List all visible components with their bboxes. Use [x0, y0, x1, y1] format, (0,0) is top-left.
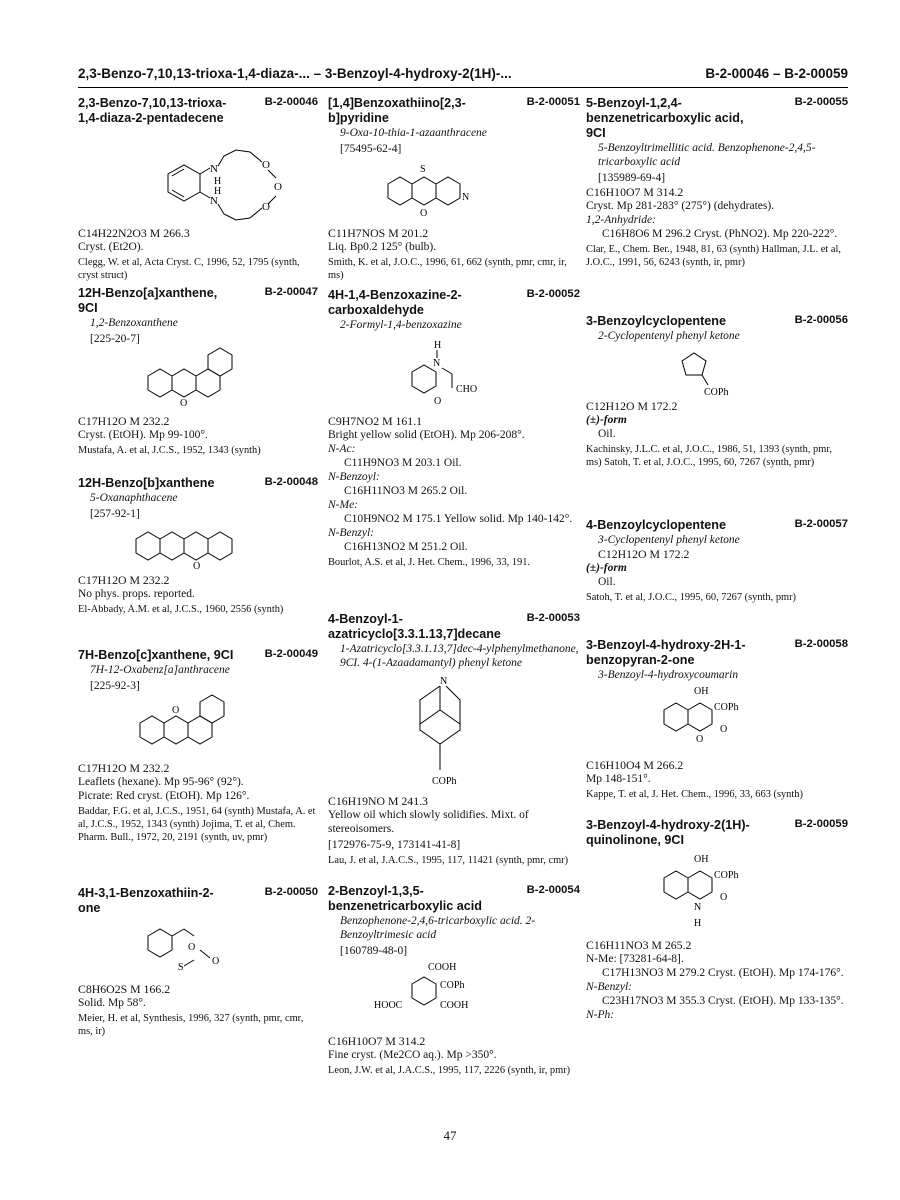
entry-b-2-00046 — [78, 96, 318, 282]
entry-title: 4H-3,1-Benzoxathiin-2-one — [78, 886, 214, 915]
svg-text:COPh: COPh — [440, 980, 465, 991]
reference: Kappe, T. et al, J. Het. Chem., 1996, 33, 663 (synth) — [586, 789, 803, 800]
property-line: No phys. props. reported. — [78, 588, 195, 600]
synonym: Benzophenone-2,4,6-tricarboxylic acid. 2-Benzoyltrimesic acid — [340, 915, 536, 941]
formula-line: C12H12O M 172.2 — [598, 547, 690, 561]
stereo-form: (±)-form — [586, 414, 627, 426]
svg-text:O: O — [720, 724, 728, 735]
svg-text:H: H — [434, 340, 442, 351]
synonym: 1,2-Benzoxanthene — [90, 317, 178, 329]
property-line: Picrate: Red cryst. (EtOH). Mp 126°. — [78, 790, 250, 802]
entry-b-2-00048 — [78, 476, 318, 616]
formula-line: C8H6O2S M 166.2 — [78, 982, 171, 996]
reference: Clar, E., Chem. Ber., 1948, 81, 63 (synth) Hallman, J.L. et al, J.O.C., 1991, 56, 6243 (synth, ir, pmr) — [586, 244, 841, 268]
formula-line: C11H7NOS M 201.2 — [328, 226, 429, 240]
entry-title: 7H-Benzo[c]xanthene, 9CI — [78, 648, 234, 662]
structure-diagram — [78, 521, 318, 573]
svg-text:H: H — [694, 918, 702, 929]
svg-text:COPh: COPh — [704, 387, 729, 398]
formula-line: C17H12O M 232.2 — [78, 761, 170, 775]
running-header-left: 2,3-Benzo-7,10,13-trioxa-1,4-diaza-... – 3-Benzoyl-4-hydroxy-2(1H)-... — [78, 66, 512, 81]
entry-b-2-00055 — [586, 96, 848, 269]
synonym: 2-Formyl-1,4-benzoxazine — [340, 319, 462, 331]
entry-b-2-00059 — [586, 818, 848, 1022]
svg-text:COOH: COOH — [428, 962, 457, 973]
formula-line: C16H10O4 M 266.2 — [586, 758, 684, 772]
svg-text:N: N — [440, 676, 448, 687]
svg-text:COPh: COPh — [432, 776, 457, 787]
derivative-label: 1,2-Anhydride: — [586, 214, 656, 226]
svg-text:HOOC: HOOC — [374, 1000, 403, 1011]
entry-title: 2-Benzoyl-1,3,5-benzenetricarboxylic acid — [328, 884, 482, 913]
property-line: Bright yellow solid (EtOH). Mp 206-208°. — [328, 429, 525, 441]
structure-diagram — [586, 848, 848, 938]
formula-line: C14H22N2O3 M 266.3 — [78, 226, 190, 240]
derivative-label: N-Ac: — [328, 443, 356, 455]
reference: Kachinsky, J.L.C. et al, J.O.C., 1986, 51, 1393 (synth, pmr, ms) Satoh, T. et al, J.O.C., 1995, 60, 7267 (synth, pmr) — [586, 444, 832, 468]
entry-code: B-2-00051 — [526, 96, 580, 108]
running-header-right: B-2-00046 – B-2-00059 — [705, 66, 848, 81]
property-line: Cryst. (Et2O). — [78, 241, 144, 253]
formula-line: C17H12O M 232.2 — [78, 414, 170, 428]
svg-text:N: N — [694, 902, 702, 913]
synonym: 3-Cyclopentenyl phenyl ketone — [598, 534, 740, 546]
derivative-formula: C16H13NO2 M 251.2 Oil. — [344, 541, 468, 553]
svg-text:O: O — [262, 201, 270, 213]
derivative-label: N-Benzyl: — [328, 527, 374, 539]
property-line: Oil. — [598, 576, 616, 588]
formula-line: C12H12O M 172.2 — [586, 399, 678, 413]
property-line: Oil. — [598, 428, 616, 440]
reference: Leon, J.W. et al, J.A.C.S., 1995, 117, 2226 (synth, ir, pmr) — [328, 1065, 571, 1076]
derivative-formula: C16H8O6 M 296.2 Cryst. (PhNO2). Mp 220-222°. — [602, 228, 838, 240]
entry-b-2-00051 — [328, 96, 580, 282]
structure-diagram — [78, 693, 318, 761]
svg-text:O: O — [262, 159, 270, 171]
reference: Smith, K. et al, J.O.C., 1996, 61, 662 (synth, pmr, cmr, ir, ms) — [328, 257, 567, 281]
svg-text:O: O — [696, 734, 704, 745]
cas-number: [160789-48-0] — [340, 945, 408, 957]
property-line: Fine cryst. (Me2CO aq.). Mp >350°. — [328, 1049, 497, 1061]
svg-text:S: S — [178, 962, 184, 973]
entry-title: 4-Benzoylcyclopentene — [586, 518, 726, 532]
svg-text:O: O — [212, 956, 220, 967]
formula-line: C17H12O M 232.2 — [78, 573, 170, 587]
formula-line: C16H10O7 M 314.2 — [328, 1034, 426, 1048]
entry-code: B-2-00048 — [264, 476, 318, 488]
synonym: 9-Oxa-10-thia-1-azaanthracene — [340, 127, 487, 139]
svg-text:O: O — [172, 705, 180, 716]
structure-diagram — [78, 916, 318, 982]
header-rule — [78, 87, 848, 88]
derivative-formula: C11H9NO3 M 203.1 Oil. — [344, 457, 462, 469]
structure-diagram — [328, 156, 580, 226]
structure-diagram — [328, 958, 580, 1034]
derivative-formula: C17H13NO3 M 279.2 Cryst. (EtOH). Mp 174-176°. — [602, 967, 844, 979]
entry-title: 12H-Benzo[a]xanthene, 9CI — [78, 286, 218, 315]
structure-diagram — [78, 126, 318, 226]
synonym: 3-Benzoyl-4-hydroxycoumarin — [598, 669, 739, 681]
entry-title: 12H-Benzo[b]xanthene — [78, 476, 215, 490]
svg-text:H: H — [214, 176, 222, 187]
entry-code: B-2-00052 — [526, 288, 580, 300]
entry-code: B-2-00058 — [794, 638, 848, 650]
reference: Baddar, F.G. et al, J.C.S., 1951, 64 (synth) Mustafa, A. et al, J.C.S., 1952, 1343 (synth) Jojima, T. et al, Chem. Pharm. Bull., 1972, 20, 2191 (synth, uv, pmr) — [78, 806, 316, 843]
entry-b-2-00058 — [586, 638, 848, 801]
svg-text:CHO: CHO — [456, 384, 478, 395]
formula-line: C9H7NO2 M 161.1 — [328, 414, 423, 428]
entry-code: B-2-00057 — [794, 518, 848, 530]
entry-title: 3-Benzoyl-4-hydroxy-2(1H)-quinolinone, 9CI — [586, 818, 750, 847]
entry-b-2-00056 — [586, 314, 848, 469]
svg-text:S: S — [420, 164, 426, 175]
cas-number: [75495-62-4] — [340, 143, 402, 155]
entry-b-2-00052 — [328, 288, 580, 569]
entry-b-2-00047 — [78, 286, 318, 457]
svg-text:O: O — [420, 208, 428, 219]
derivative-label: N-Me: [73281-64-8]. — [586, 953, 684, 965]
svg-text:O: O — [434, 396, 442, 407]
svg-text:N: N — [462, 192, 470, 203]
reference: Lau, J. et al, J.A.C.S., 1995, 117, 11421 (synth, pmr, cmr) — [328, 855, 569, 866]
derivative-formula: C16H11NO3 M 265.2 Oil. — [344, 485, 468, 497]
svg-text:O: O — [193, 561, 201, 572]
structure-diagram — [586, 343, 848, 399]
reference: Meier, H. et al, Synthesis, 1996, 327 (synth, pmr, cmr, ms, ir) — [78, 1013, 304, 1037]
property-line: Mp 148-151°. — [586, 773, 651, 785]
entry-b-2-00057 — [586, 518, 848, 604]
synonym: 1-Azatricyclo[3.3.1.13,7]dec-4-ylphenylmethanone, 9CI. 4-(1-Azaadamantyl) phenyl ketone — [340, 643, 579, 669]
reference: Mustafa, A. et al, J.C.S., 1952, 1343 (synth) — [78, 445, 261, 456]
reference: Bourlot, A.S. et al, J. Het. Chem., 1996, 33, 191. — [328, 557, 531, 568]
derivative-formula: C10H9NO2 M 175.1 Yellow solid. Mp 140-142°. — [344, 513, 573, 525]
entry-code: B-2-00053 — [526, 612, 580, 624]
cas-number: [225-92-3] — [90, 680, 140, 692]
cas-number: [135989-69-4] — [598, 172, 666, 184]
stereo-form: (±)-form — [586, 562, 627, 574]
svg-text:N: N — [210, 195, 218, 207]
entry-title: 4H-1,4-Benzoxazine-2-carboxaldehyde — [328, 288, 462, 317]
structure-diagram — [78, 346, 318, 414]
entry-b-2-00049 — [78, 648, 318, 844]
svg-text:O: O — [720, 892, 728, 903]
entry-title: 2,3-Benzo-7,10,13-trioxa-1,4-diaza-2-pentadecene — [78, 96, 227, 125]
svg-text:O: O — [274, 181, 282, 193]
svg-text:OH: OH — [694, 686, 709, 697]
entry-code: B-2-00050 — [264, 886, 318, 898]
entry-code: B-2-00054 — [526, 884, 580, 896]
reference: Satoh, T. et al, J.O.C., 1995, 60, 7267 (synth, pmr) — [586, 592, 797, 603]
svg-text:COPh: COPh — [714, 870, 739, 881]
page-number: 47 — [443, 1128, 457, 1143]
svg-text:O: O — [180, 398, 188, 409]
svg-text:N: N — [433, 358, 441, 369]
cas-number: [257-92-1] — [90, 508, 140, 520]
entry-title: 3-Benzoylcyclopentene — [586, 314, 726, 328]
derivative-label: N-Ph: — [586, 1009, 615, 1021]
entry-code: B-2-00059 — [794, 818, 848, 830]
svg-text:COPh: COPh — [714, 702, 739, 713]
synonym: 2-Cyclopentenyl phenyl ketone — [598, 330, 740, 342]
property-line: Yellow oil which slowly solidifies. Mixt. of stereoisomers. — [328, 809, 529, 835]
svg-text:COOH: COOH — [440, 1000, 469, 1011]
property-line: Cryst. Mp 281-283° (275°) (dehydrates). — [586, 200, 775, 212]
entry-code: B-2-00055 — [794, 96, 848, 108]
property-line: Solid. Mp 58°. — [78, 997, 146, 1009]
entry-b-2-00050 — [78, 886, 318, 1038]
formula-line: C16H11NO3 M 265.2 — [586, 938, 692, 952]
entry-title: 4-Benzoyl-1-azatricyclo[3.3.1.13,7]decane — [328, 612, 501, 641]
derivative-formula: C23H17NO3 M 355.3 Cryst. (EtOH). Mp 133-135°. — [602, 995, 844, 1007]
structure-diagram — [586, 682, 848, 758]
cas-number: [172976-75-9, 173141-41-8] — [328, 839, 461, 851]
svg-text:H: H — [214, 186, 222, 197]
derivative-label: N-Benzyl: — [586, 981, 632, 993]
entry-b-2-00053 — [328, 612, 580, 867]
synonym: 5-Oxanaphthacene — [90, 492, 178, 504]
structure-diagram — [328, 332, 580, 414]
property-line: Liq. Bp0.2 125° (bulb). — [328, 241, 437, 253]
reference: Clegg, W. et al, Acta Cryst. C, 1996, 52, 1795 (synth, cryst struct) — [78, 257, 300, 281]
property-line: Leaflets (hexane). Mp 95-96° (92°). — [78, 776, 244, 788]
entry-code: B-2-00049 — [264, 648, 318, 660]
entry-b-2-00054 — [328, 884, 580, 1077]
entry-code: B-2-00056 — [794, 314, 848, 326]
svg-text:N: N — [210, 163, 218, 175]
entry-code: B-2-00046 — [264, 96, 318, 108]
derivative-label: N-Me: — [328, 499, 359, 511]
cas-number: [225-20-7] — [90, 333, 140, 345]
entry-title: [1,4]Benzoxathiino[2,3-b]pyridine — [328, 96, 466, 125]
formula-line: C16H10O7 M 314.2 — [586, 185, 684, 199]
reference: El-Abbady, A.M. et al, J.C.S., 1960, 2556 (synth) — [78, 604, 284, 615]
entry-code: B-2-00047 — [264, 286, 318, 298]
synonym: 7H-12-Oxabenz[a]anthracene — [90, 664, 230, 676]
derivative-label: N-Benzoyl: — [328, 471, 380, 483]
svg-text:O: O — [188, 942, 196, 953]
svg-text:OH: OH — [694, 854, 709, 865]
synonym: 5-Benzoyltrimellitic acid. Benzophenone-2,4,5-tricarboxylic acid — [598, 142, 816, 168]
property-line: Cryst. (EtOH). Mp 99-100°. — [78, 429, 208, 441]
entry-title: 5-Benzoyl-1,2,4-benzenetricarboxylic acid, 9CI — [586, 96, 744, 140]
formula-line: C16H19NO M 241.3 — [328, 794, 428, 808]
entry-title: 3-Benzoyl-4-hydroxy-2H-1-benzopyran-2-one — [586, 638, 746, 667]
structure-diagram — [328, 670, 580, 794]
